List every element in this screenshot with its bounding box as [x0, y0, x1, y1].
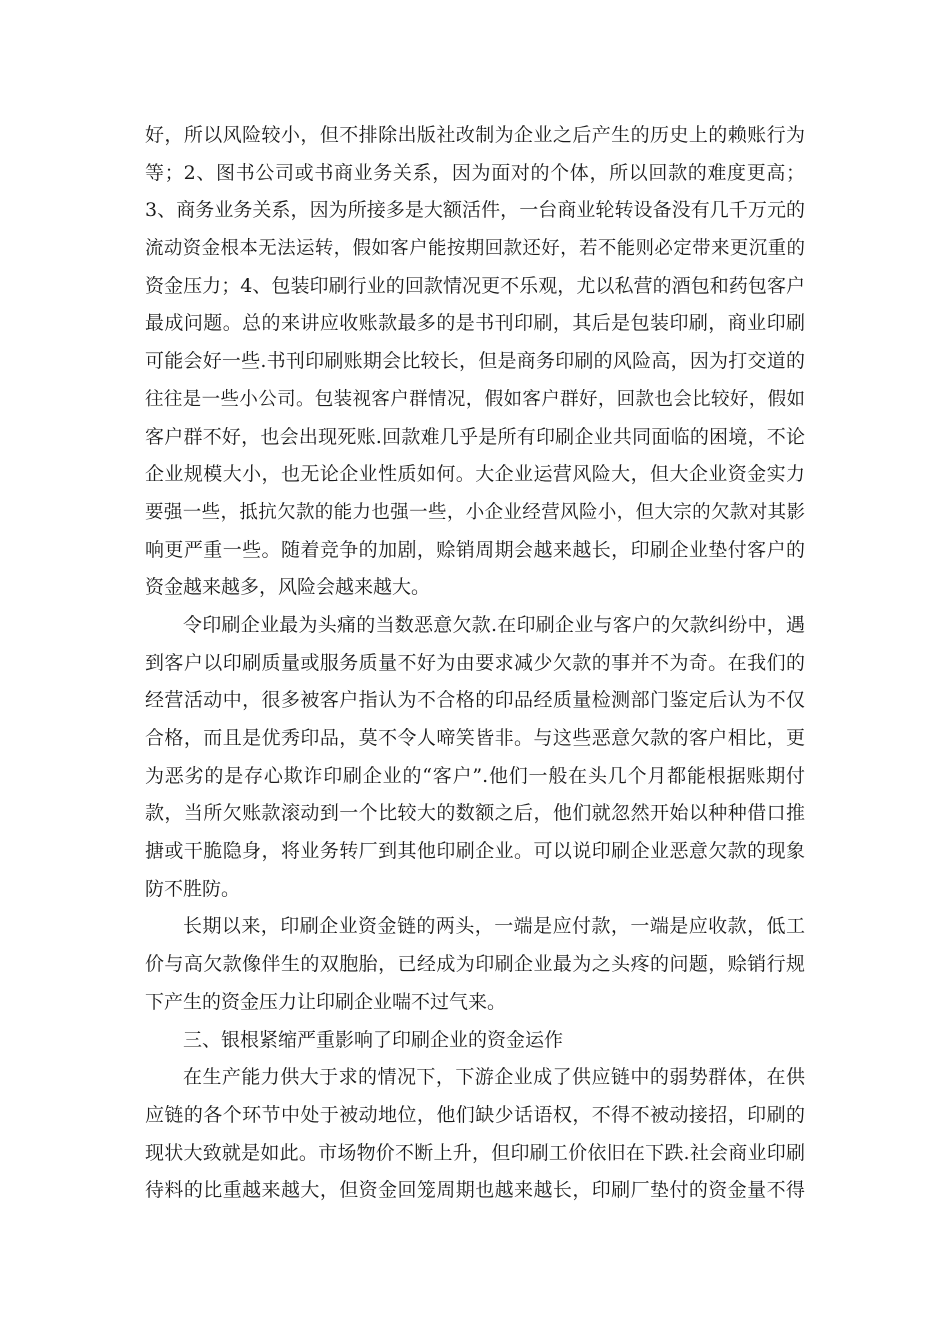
text-line: 企业规模大小，也无论企业性质如何。大企业运营风险大，但大企业资金实力	[145, 463, 805, 486]
text-line: 可能会好一些.书刊印刷账期会比较长，但是商务印刷的风险高，因为打交道的	[145, 350, 805, 373]
text-line: 资金压力；4、包装印刷行业的回款情况更不乐观，尤以私营的酒包和药包客户	[145, 274, 805, 297]
text-line: 资金越来越多，风险会越来越大。	[145, 576, 431, 599]
text-line: 价与高欠款像伴生的双胞胎，已经成为印刷企业最为之头疼的问题，赊销行规	[145, 953, 805, 976]
text-line: 长期以来，印刷企业资金链的两头，一端是应付款，一端是应收款，低工	[183, 915, 805, 938]
text-line: 最成问题。总的来讲应收账款最多的是书刊印刷，其后是包装印刷，商业印刷	[145, 312, 805, 335]
text-line: 三、银根紧缩严重影响了印刷企业的资金运作	[183, 1028, 564, 1051]
text-line: 待料的比重越来越大，但资金回笼周期也越来越长，印刷厂垫付的资金量不得	[145, 1179, 805, 1202]
text-line: 经营活动中，很多被客户指认为不合格的印品经质量检测部门鉴定后认为不仅	[145, 689, 805, 712]
text-line: 款，当所欠账款滚动到一个比较大的数额之后，他们就忽然开始以种种借口推	[145, 802, 805, 825]
text-line: 等；2、图书公司或书商业务关系，因为面对的个体，所以回款的难度更高；	[145, 161, 805, 184]
text-line: 客户群不好，也会出现死账.回款难几乎是所有印刷企业共同面临的困境，不论	[145, 425, 805, 448]
text-line: 合格，而且是优秀印品，莫不令人啼笑皆非。与这些恶意欠款的客户相比，更	[145, 727, 805, 749]
text-line: 流动资金根本无法运转，假如客户能按期回款还好，若不能则必定带来更沉重的	[145, 238, 805, 260]
text-line: 应链的各个环节中处于被动地位，他们缺少话语权，不得不被动接招，印刷的	[145, 1103, 805, 1126]
text-line: 为恶劣的是存心欺诈印刷企业的“客户”.他们一般在头几个月都能根据账期付	[145, 764, 805, 787]
text-line: 现状大致就是如此。市场物价不断上升，但印刷工价依旧在下跌.社会商业印刷	[145, 1141, 805, 1164]
text-line: 下产生的资金压力让印刷企业喘不过气来。	[145, 990, 507, 1013]
text-line: 3、商务业务关系，因为所接多是大额活件，一台商业轮转设备没有几千万元的	[145, 199, 805, 222]
text-line: 好，所以风险较小，但不排除出版社改制为企业之后产生的历史上的赖账行为	[145, 124, 805, 146]
text-line: 搪或干脆隐身，将业务转厂到其他印刷企业。可以说印刷企业恶意欠款的现象	[145, 840, 805, 863]
text-line: 响更严重一些。随着竞争的加剧，赊销周期会越来越长，印刷企业垫付客户的	[145, 538, 805, 561]
text-line: 往往是一些小公司。包装视客户群情况，假如客户群好，回款也会比较好，假如	[145, 388, 805, 410]
text-line: 要强一些，抵抗欠款的能力也强一些，小企业经营风险小，但大宗的欠款对其影	[145, 501, 805, 523]
text-line: 在生产能力供大于求的情况下，下游企业成了供应链中的弱势群体，在供	[183, 1066, 805, 1089]
text-line: 到客户以印刷质量或服务质量不好为由要求减少欠款的事并不为奇。在我们的	[145, 651, 805, 674]
body-text	[145, 117, 805, 1210]
text-line: 防不胜防。	[145, 877, 241, 900]
text-line: 令印刷企业最为头痛的当数恶意欠款.在印刷企业与客户的欠款纠纷中，遇	[183, 613, 805, 636]
